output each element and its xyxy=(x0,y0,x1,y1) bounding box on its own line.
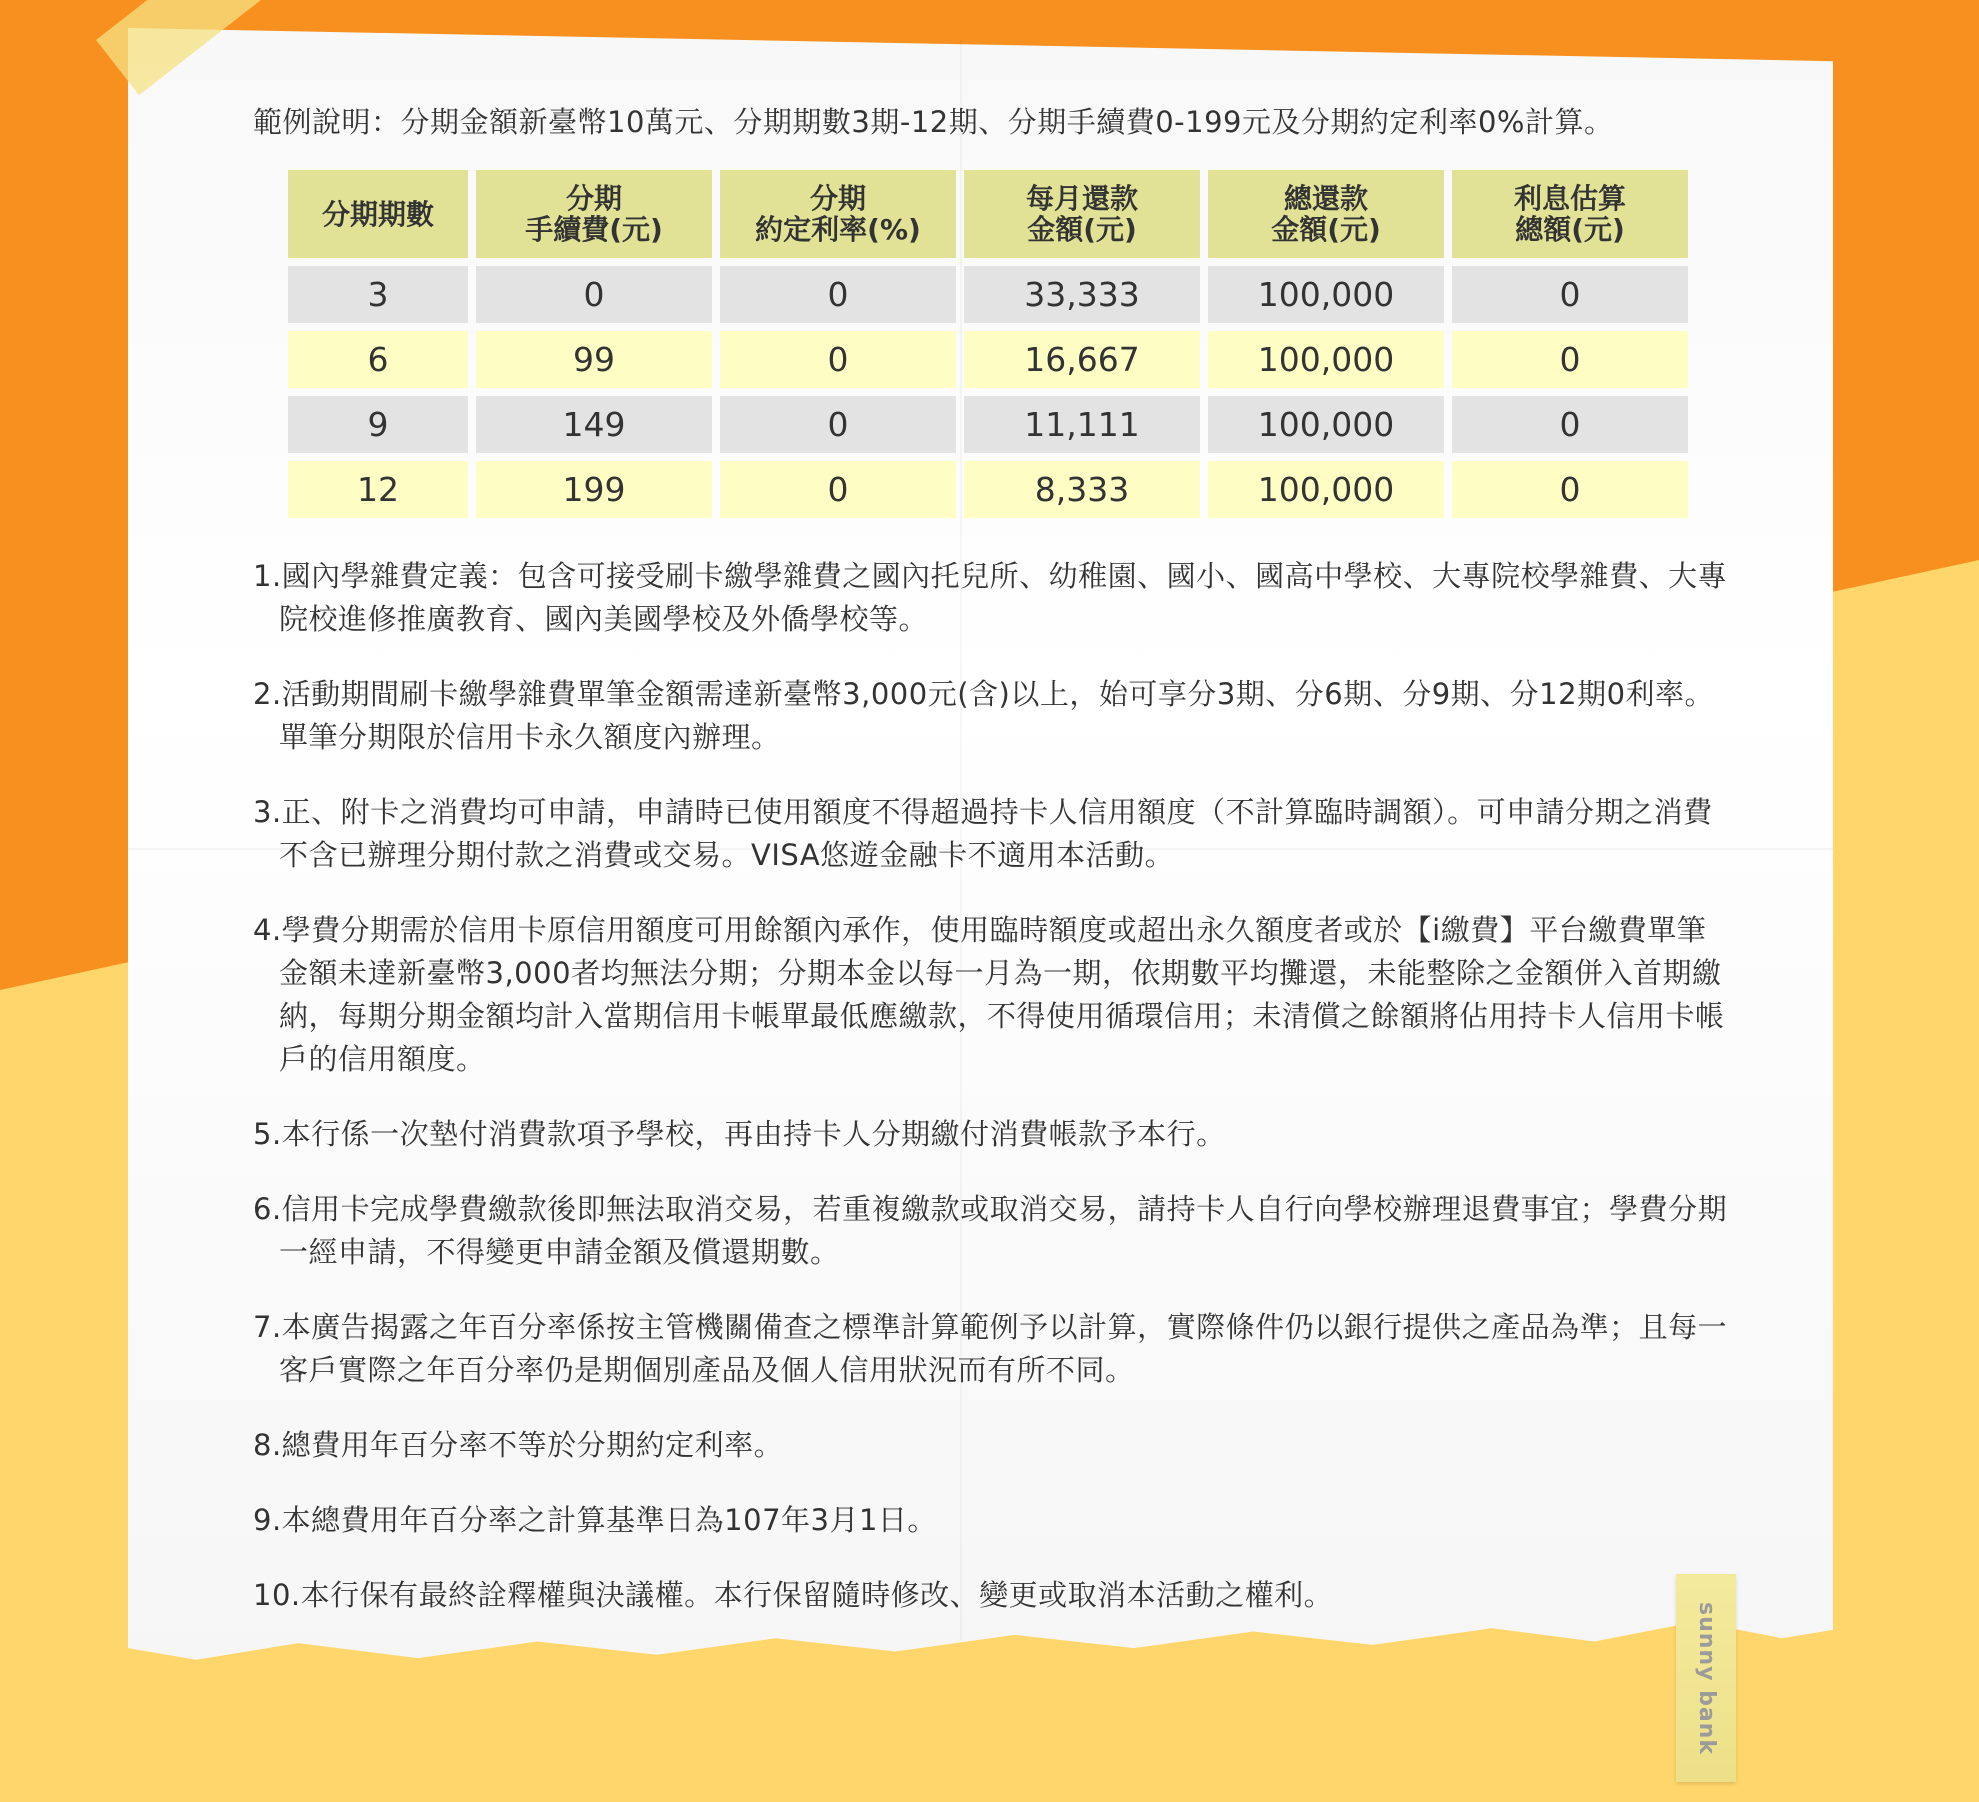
table-cell: 0 xyxy=(1452,396,1688,453)
table-row xyxy=(288,396,1688,453)
table-cell: 6 xyxy=(288,331,468,388)
note-item: 8.總費用年百分率不等於分期約定利率。 xyxy=(253,1428,784,1462)
table-cell: 3 xyxy=(288,266,468,323)
table-cell: 100,000 xyxy=(1208,331,1444,388)
note-item: 6.信用卡完成學費繳款後即無法取消交易，若重複繳款或取消交易，請持卡人自行向學校辦理退費事宜；學費分期一經申請，不得變更申請金額及償還期數。 xyxy=(253,1192,1728,1269)
header-monthly: 每月還款 金額(元) xyxy=(964,170,1200,258)
table-row xyxy=(288,461,1688,518)
table-row xyxy=(288,331,1688,388)
brand-tag xyxy=(1676,1574,1736,1782)
table-cell: 100,000 xyxy=(1208,266,1444,323)
header-total: 總還款 金額(元) xyxy=(1208,170,1444,258)
note-item: 5.本行係一次墊付消費款項予學校，再由持卡人分期繳付消費帳款予本行。 xyxy=(253,1117,1226,1151)
notes-list xyxy=(253,555,1733,1617)
table-cell: 199 xyxy=(476,461,712,518)
note-item: 3.正、附卡之消費均可申請，申請時已使用額度不得超過持卡人信用額度（不計算臨時調額）。可申請分期之消費不含已辦理分期付款之消費或交易。VISA悠遊金融卡不適用本活動。 xyxy=(253,795,1713,872)
header-fee: 分期 手續費(元) xyxy=(476,170,712,258)
note-item: 4.學費分期需於信用卡原信用額度可用餘額內承作，使用臨時額度或超出永久額度者或於【i繳費】平台繳費單筆金額未達新臺幣3,000者均無法分期；分期本金以每一月為一期，依期數平均攤還，未能整除之金額併入首期繳納，每期分期金額均計入當期信用卡帳單最低應繳款，不得使用循環信用；未清償之餘額將佔用持卡人信用卡帳戶的信用額度。 xyxy=(253,913,1725,1076)
table-cell: 0 xyxy=(1452,331,1688,388)
document-content xyxy=(253,100,1733,1649)
header-interest: 利息估算 總額(元) xyxy=(1452,170,1688,258)
table-cell: 33,333 xyxy=(964,266,1200,323)
note-item: 2.活動期間刷卡繳學雜費單筆金額需達新臺幣3,000元(含)以上，始可享分3期、分6期、分9期、分12期0利率。單筆分期限於信用卡永久額度內辦理。 xyxy=(253,677,1715,754)
table-cell: 9 xyxy=(288,396,468,453)
installment-table xyxy=(280,162,1696,526)
table-cell: 0 xyxy=(720,396,956,453)
note-item: 7.本廣告揭露之年百分率係按主管機關備查之標準計算範例予以計算，實際條件仍以銀行提供之產品為準；且每一客戶實際之年百分率仍是期個別產品及個人信用狀況而有所不同。 xyxy=(253,1310,1728,1387)
table-cell: 99 xyxy=(476,331,712,388)
table-cell: 0 xyxy=(476,266,712,323)
intro-text: 範例說明：分期金額新臺幣10萬元、分期期數3期-12期、分期手續費0-199元及分期約定利率0%計算。 xyxy=(253,105,1614,139)
table-cell: 0 xyxy=(720,331,956,388)
table-cell: 0 xyxy=(720,266,956,323)
table-cell: 0 xyxy=(1452,461,1688,518)
note-item: 10.本行保有最終詮釋權與決議權。本行保留隨時修改、變更或取消本活動之權利。 xyxy=(253,1578,1334,1612)
table-cell: 11,111 xyxy=(964,396,1200,453)
note-item: 1.國內學雜費定義：包含可接受刷卡繳學雜費之國內托兒所、幼稚園、國小、國高中學校、大專院校學雜費、大專院校進修推廣教育、國內美國學校及外僑學校等。 xyxy=(253,559,1728,636)
table-row xyxy=(288,266,1688,323)
table-cell: 16,667 xyxy=(964,331,1200,388)
table-cell: 0 xyxy=(1452,266,1688,323)
table-cell: 0 xyxy=(720,461,956,518)
table-cell: 12 xyxy=(288,461,468,518)
table-header-row xyxy=(288,170,1688,258)
brand-label: sunny bank xyxy=(1694,1601,1719,1755)
note-item: 9.本總費用年百分率之計算基準日為107年3月1日。 xyxy=(253,1503,937,1537)
table-cell: 8,333 xyxy=(964,461,1200,518)
table-cell: 100,000 xyxy=(1208,461,1444,518)
table-cell: 149 xyxy=(476,396,712,453)
table-cell: 100,000 xyxy=(1208,396,1444,453)
header-rate: 分期 約定利率(%) xyxy=(720,170,956,258)
header-periods: 分期期數 xyxy=(288,170,468,258)
